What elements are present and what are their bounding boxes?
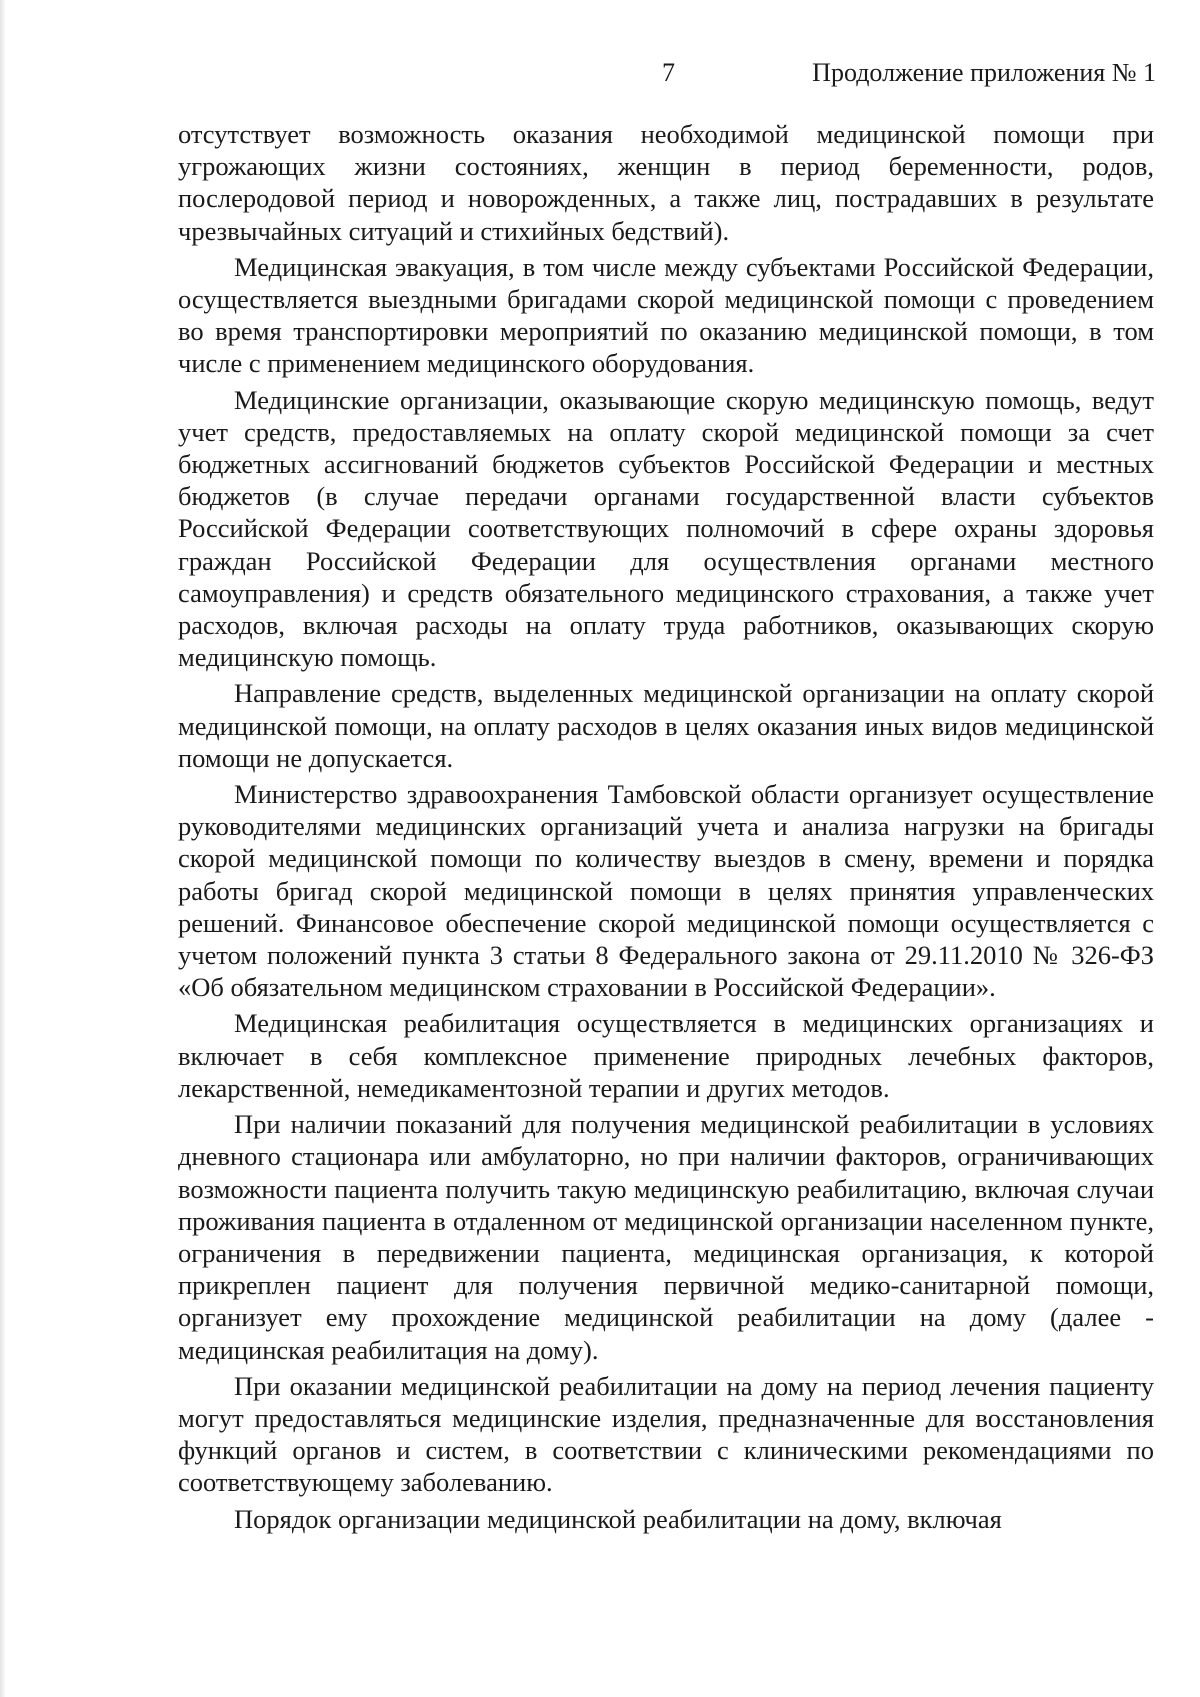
paragraph: При оказании медицинской реабилитации на дому на период лечения пациенту могут предоставляться медицинские изделия, предназначенные для восстановления функций органов и систем, в соответствии с клиническими рекомендациями по соответствующему заболеванию.	[178, 1370, 1154, 1498]
document-body	[178, 118, 1154, 1539]
paragraph: При наличии показаний для получения медицинской реабилитации в условиях дневного стационара или амбулаторно, но при наличии факторов, ограничивающих возможности пациента получить такую медицинскую реабилитацию, включая случаи проживания пациента в отдаленном от медицинской организации населенном пункте, ограничения в передвижении пациента, медицинская организация, к которой прикреплен пациент для получения первичной медико-санитарной помощи, организует ему прохождение медицинской реабилитации на дому (далее - медицинская реабилитация на дому).	[178, 1109, 1154, 1365]
paragraph: Направление средств, выделенных медицинской организации на оплату скорой медицинской помощи, на оплату расходов в целях оказания иных видов медицинской помощи не допускается.	[178, 678, 1154, 773]
scan-edge	[0, 0, 6, 1697]
page-number: 7	[662, 58, 675, 87]
paragraph: Медицинская реабилитация осуществляется в медицинских организациях и включает в себя комплексное применение природных лечебных факторов, лекарственной, немедикаментозной терапии и других методов.	[178, 1008, 1154, 1103]
paragraph: отсутствует возможность оказания необходимой медицинской помощи при угрожающих жизни состояниях, женщин в период беременности, родов, послеродовой период и новорожденных, а также лиц, пострадавших в результате чрезвычайных ситуаций и стихийных бедствий).	[178, 119, 1154, 246]
paragraph: Порядок организации медицинской реабилитации на дому, включая	[234, 1503, 1002, 1534]
paragraph: Медицинские организации, оказывающие скорую медицинскую помощь, ведут учет средств, предоставляемых на оплату скорой медицинской помощи за счет бюджетных ассигнований бюджетов субъектов Российской Федерации и местных бюджетов (в случае передачи органами государственной власти субъектов Российской Федерации соответствующих полномочий в сфере охраны здоровья граждан Российской Федерации для осуществления органами местного самоуправления) и средств обязательного медицинского страхования, а также учет расходов, включая расходы на оплату труда работников, оказывающих скорую медицинскую помощь.	[178, 384, 1154, 673]
header-note: Продолжение приложения № 1	[812, 58, 1156, 87]
paragraph: Медицинская эвакуация, в том числе между субъектами Российской Федерации, осуществляется выездными бригадами скорой медицинской помощи с проведением во время транспортировки мероприятий по оказанию медицинской помощи, в том числе с применением медицинского оборудования.	[178, 251, 1154, 379]
paragraph: Министерство здравоохранения Тамбовской области организует осуществление руководителями медицинских организаций учета и анализа нагрузки на бригады скорой медицинской помощи по количеству выездов в смену, времени и порядка работы бригад скорой медицинской помощи в целях принятия управленческих решений. Финансовое обеспечение скорой медицинской помощи осуществляется с учетом положений пункта 3 статьи 8 Федерального закона от 29.11.2010 № 326-ФЗ «Об обязательном медицинском страховании в Российской Федерации».	[178, 779, 1154, 1003]
